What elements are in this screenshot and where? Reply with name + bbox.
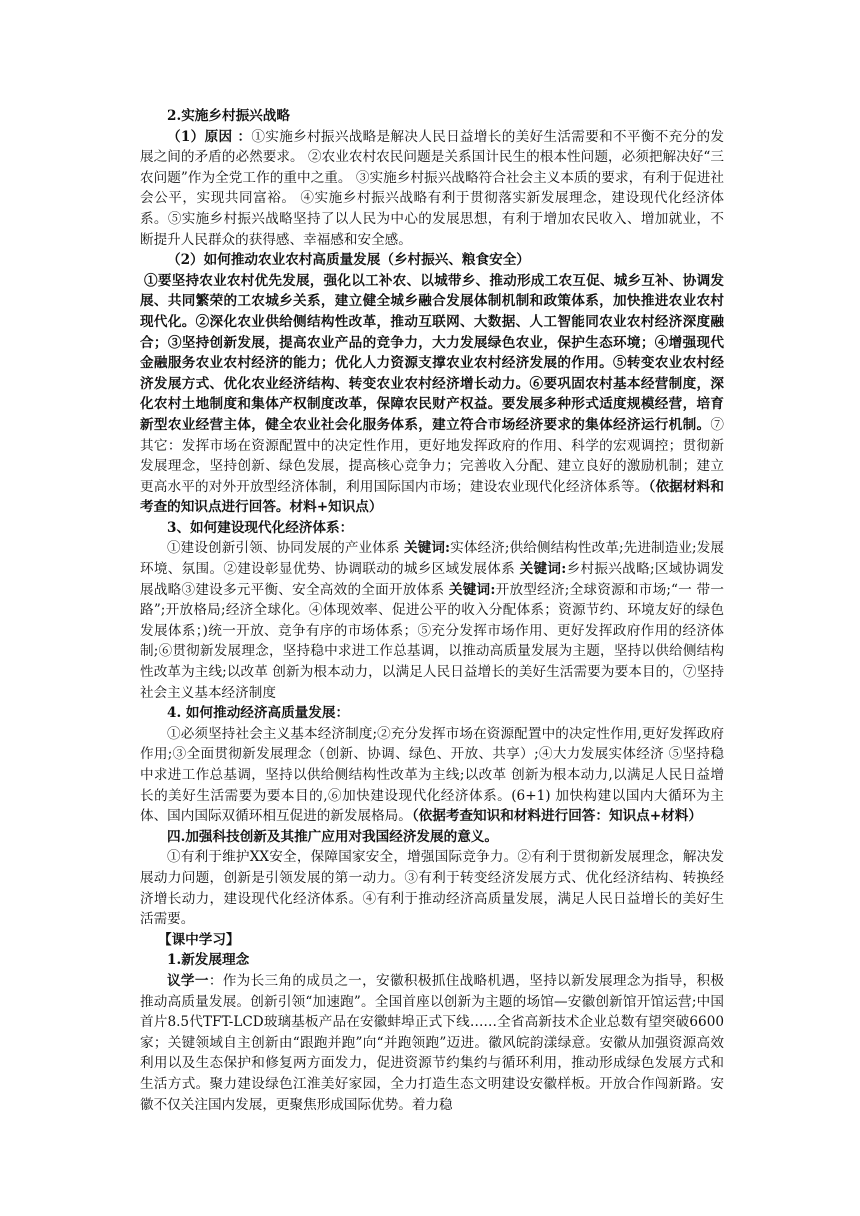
paragraph-how-to-promote [140, 271, 724, 518]
reasons-label: （1）原因 ： [167, 128, 252, 145]
how-normal-text: ⑦其它：发挥市场在资源配置中的决定性作用，更好地发挥政府的作用、科学的宏观调控；贯彻新发展理念，坚持创新、绿色发展，提高核心竞争力；完善收入分配、建立良好的激励机制；建立更高水平的对外开放型经济体制，利用国际国内市场；建设农业现代化经济体系等。 [140, 416, 724, 495]
paragraph-high-quality-development [140, 724, 724, 827]
hq-tail-note: （依据考查知识和材料进行回答：知识点+材料） [411, 808, 702, 825]
heading-modern-economic-system: 3、如何建设现代化经济体系： [167, 519, 354, 536]
heading-how-to-promote: （2）如何推动农业农村高质量发展（乡村振兴、粮食安全） [167, 252, 530, 269]
discussion-label: 议学一 [167, 972, 209, 989]
hq-text: ①必须坚持社会主义基本经济制度;②充分发挥市场在资源配置中的决定性作用,更好发挥政府作用;③全面贯彻新发展理念（创新、协调、绿色、开放、共享）;④大力发展实体经济 ⑤坚持稳中求进工作总基调，坚持以供给侧结构性改革为主线;以改革 创新为根本动力,以满足人民日益增长的美好生活需要为要本目的,⑥加快建设现代化经济体系。(6+1) 加快构建以国内大循环为主体、国内国际双循环相互促进的新发展格局。 [140, 725, 724, 825]
heading-tech-innovation: 四.加强科技创新及其推广应用对我国经济发展的意义。 [167, 828, 498, 845]
system-text-1: ①建设创新引领、协同发展的产业体系 [167, 540, 404, 557]
how-tail-note: （依据材料和考查的知识点进行回答。材料+知识点） [140, 478, 725, 516]
keyword-label-2: 关键词: [519, 561, 567, 578]
system-text-3: 乡村振兴战略;区域协调发展战略③建设多元平衡、安全高效的全面开放体系 [140, 561, 724, 598]
document-page [140, 106, 724, 1115]
keyword-label-3: 关键词: [448, 581, 496, 598]
how-bold-text: ①要坚持农业农村优先发展，强化以工补农、以城带乡、推动形成工农互促、城乡互补、协调发展、共同繁荣的工农城乡关系，建立健全城乡融合发展体制机制和政策体系，加快推进农业农村现代化。②深化农业供给侧结构性改革，推动互联网、大数据、人工智能同农业农村经济深度融合；③坚持创新发展，提高农业产品的竞争力，大力发展绿色农业，保护生态环境；④增强现代金融服务农业农村经济的能力；优化人力资源支撑农业农村经济发展的作用。⑤转变农业农村经济发展方式、优化农业经济结构、转变农业农村经济增长动力。⑥要巩固农村基本经营制度，深化农村土地制度和集体产权制度改革，保障农民财产权益。要发展多种形式适度规模经营，培育新型农业经营主体，健全农业社会化服务体系，建立符合市场经济要求的集体经济运行机制。 [140, 272, 724, 433]
discussion-text: ：作为长三角的成员之一，安徽积极抓住战略机遇，坚持以新发展理念为指导，积极推动高质量发展。创新引领“加速跑”。全国首座以创新为主题的场馆—安徽创新馆开馆运营;中国首片8.5代TFT-LCD玻璃基板产品在安徽蚌埠正式下线……全省高新技术企业总数有望突破6600家；关键领域自主创新由“跟跑并跑”向“并跑领跑”迈进。徽风皖韵漾绿意。安徽从加强资源高效利用以及生态保护和修复两方面发力，促进资源节约集约与循环利用，推动形成绿色发展方式和生活方式。聚力建设绿色江淮美好家园，全力打造生态文明建设安徽样板。开放合作闯新路。安徽不仅关注国内发展，更聚焦形成国际优势。着力稳 [140, 972, 725, 1113]
keyword-label-1: 关键词: [403, 540, 451, 557]
paragraph-modern-economic-system [140, 538, 724, 703]
system-text-4: 开放型经济;全球资源和市场;“一 带一路”;开放格局;经济全球化。④体现效率、促进公平的收入分配体系；资源节约、环境友好的绿色发展体系；)统一开放、竞争有序的市场体系；⑤充分发挥市场作用、更好发挥政府作用的经济体制;⑥贯彻新发展理念，坚持稳中求进工作总基调，以推动高质量发展为主题，坚持以供给侧结构性改革为主线;以改革 创新为根本动力，以满足人民日益增长的美好生活需要为要本目的，⑦坚持社会主义基本经济制度 [140, 581, 724, 701]
heading-in-class-learning: 【课中学习】 [158, 931, 240, 948]
paragraph-discussion-one [140, 971, 724, 1115]
system-text-2: 实体经济;供给侧结构性改革;先进制造业;发展环境、氛围。②建设彰显优势、协调联动的城乡区域发展体系 [140, 540, 724, 578]
paragraph-reasons [140, 127, 724, 251]
heading-new-development-concept: 1.新发展理念 [167, 952, 250, 969]
paragraph-tech-innovation: ①有利于维护XX安全，保障国家安全，增强国际竞争力。②有利于贯彻新发展理念，解决发展动力问题，创新是引领发展的第一动力。③有利于转变经济发展方式、优化经济结构、转换经济增长动力，建设现代化经济体系。④有利于推动经济高质量发展，满足人民日益增长的美好生活需要。 [140, 849, 724, 928]
heading-high-quality-development: 4. 如何推动经济高质量发展： [167, 705, 350, 722]
reasons-text: ①实施乡村振兴战略是解决人民日益增长的美好生活需要和不平衡不充分的发展之间的矛盾的必然要求。 ②农业农村农民问题是关系国计民生的根本性问题，必须把解决好“三农问题”作为全党工作的重中之重。 ③实施乡村振兴战略符合社会主义本质的要求，有利于促进社会公平，实现共同富裕。 ④实施乡村振兴战略有利于贯彻落实新发展理念，建设现代化经济体系。⑤实施乡村振兴战略坚持了以人民为中心的发展思想，有利于增加农民收入、增加就业，不断提升人民群众的获得感、幸福感和安全感。 [140, 128, 724, 248]
section-title-rural-revitalization: 2.实施乡村振兴战略 [167, 108, 290, 124]
